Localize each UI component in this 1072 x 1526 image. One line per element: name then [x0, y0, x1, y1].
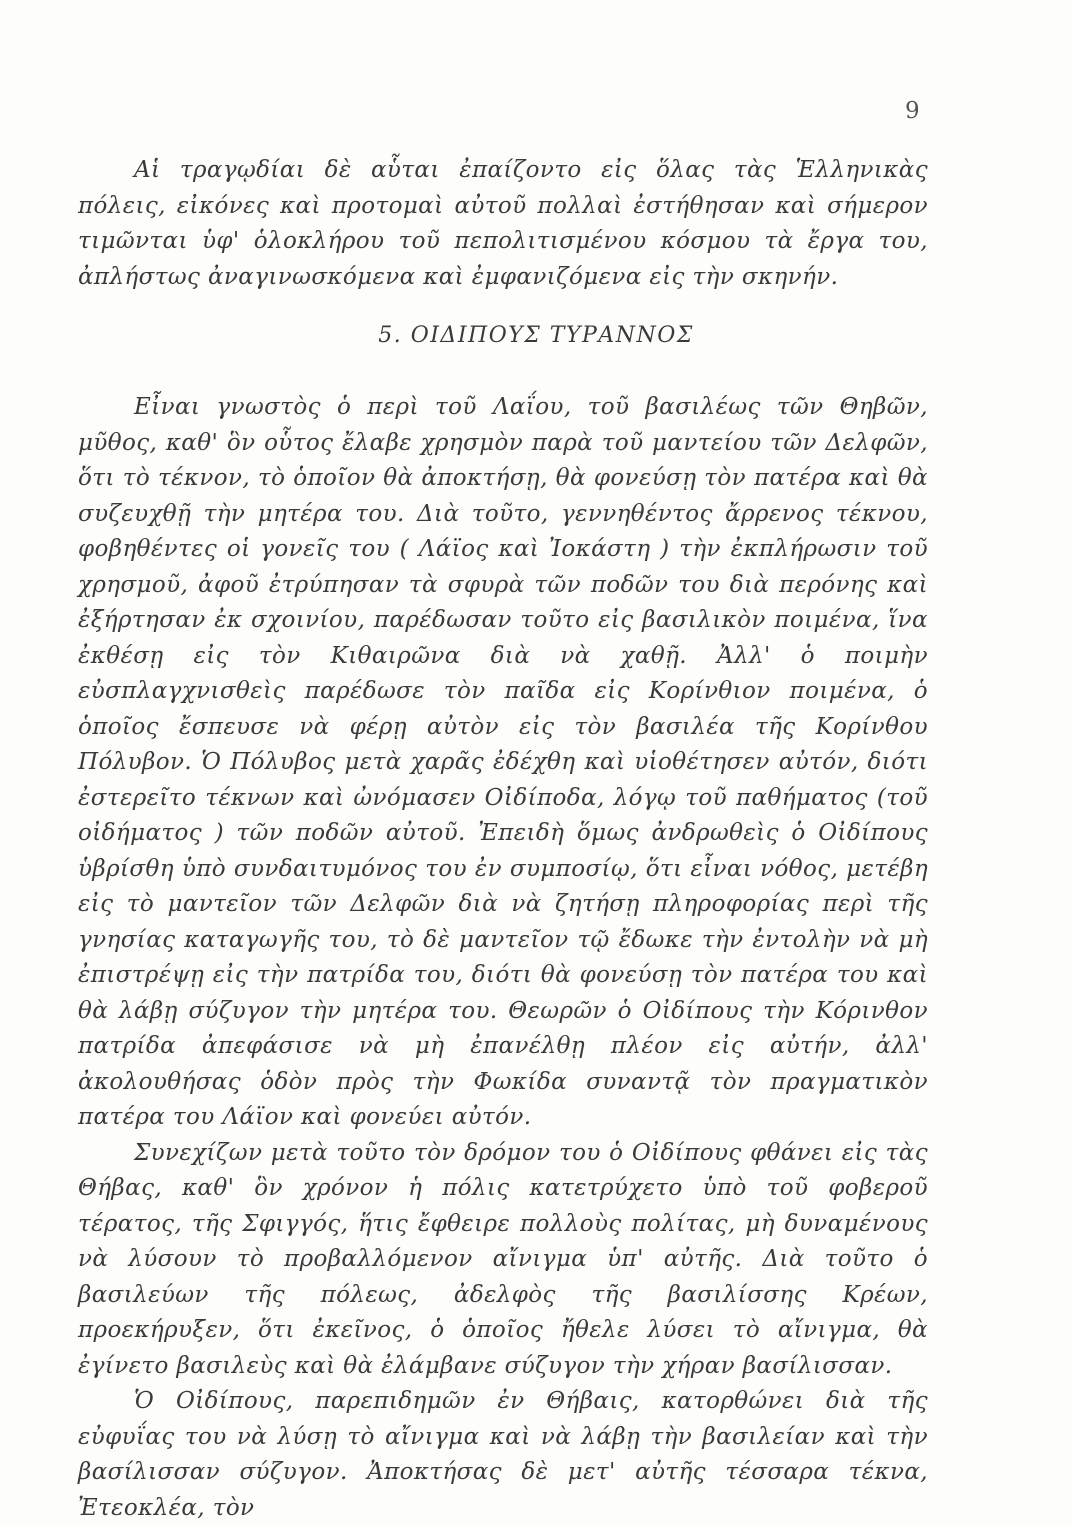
intro-text: Αἱ τραγῳδίαι δὲ αὗται ἐπαίζοντο εἰς ὅλας τὰς Ἑλληνικὰς πόλεις, εἰκόνες καὶ προτομαὶ αὐτοῦ πολλαὶ ἐστήθησαν καὶ σήμερον τιμῶνται ὑφ' ὁλοκλήρου τοῦ πεπολιτισμένου κόσμου τὰ ἔργα του, ἀπλήστως ἀναγινωσκόμενα καὶ ἐμφανιζόμενα εἰς τὴν σκηνήν.: [78, 157, 928, 290]
paragraph-3: Ὁ Οἰδίπους, παρεπιδημῶν ἐν Θήβαις, κατορθώνει διὰ τῆς εὐφυΐας του νὰ λύσῃ τὸ αἴνιγμα καὶ νὰ λάβῃ τὴν βασιλείαν καὶ τὴν βασίλισσαν σύζυγον. Ἀποκτήσας δὲ μετ' αὐτῆς τέσσαρα τέκνα, Ἐτεοκλέα, τὸν: [78, 1388, 928, 1521]
intro-paragraph: [78, 153, 928, 295]
body-text: [78, 390, 928, 1526]
section-heading: 5. ΟΙΔΙΠΟΥΣ ΤΥΡΑΝΝΟΣ: [378, 323, 694, 348]
page-number: 9: [905, 98, 920, 124]
paragraph-1: Εἶναι γνωστὸς ὁ περὶ τοῦ Λαΐου, τοῦ βασιλέως τῶν Θηβῶν, μῦθος, καθ' ὃν οὗτος ἔλαβε χρησμὸν παρὰ τοῦ μαντείου τῶν Δελφῶν, ὅτι τὸ τέκνον, τὸ ὁποῖον θὰ ἀποκτήσῃ, θὰ φονεύσῃ τὸν πατέρα καὶ θὰ συζευχθῇ τὴν μητέρα του. Διὰ τοῦτο, γεννηθέντος ἄρρενος τέκνου, φοβηθέντες οἱ γονεῖς του ( Λάϊος καὶ Ἰοκάστη ) τὴν ἐκπλήρωσιν τοῦ χρησμοῦ, ἀφοῦ ἐτρύπησαν τὰ σφυρὰ τῶν ποδῶν του διὰ περόνης καὶ ἐξήρτησαν ἐκ σχοινίου, παρέδωσαν τοῦτο εἰς βασιλικὸν ποιμένα, ἵνα ἐκθέσῃ εἰς τὸν Κιθαιρῶνα διὰ νὰ χαθῇ. Ἀλλ' ὁ ποιμὴν εὐσπλαγχνισθεὶς παρέδωσε τὸν παῖδα εἰς Κορίνθιον ποιμένα, ὁ ὁποῖος ἔσπευσε νὰ φέρῃ αὐτὸν εἰς τὸν βασιλέα τῆς Κορίνθου Πόλυβον. Ὁ Πόλυβος μετὰ χαρᾶς ἐδέχθη καὶ υἱοθέτησεν αὐτόν, διότι ἐστερεῖτο τέκνων καὶ ὠνόμασεν Οἰδίποδα, λόγῳ τοῦ παθήματος (τοῦ οἰδήματος ) τῶν ποδῶν αὐτοῦ. Ἐπειδὴ ὅμως ἀνδρωθεὶς ὁ Οἰδίπους ὑβρίσθη ὑπὸ συνδαιτυμόνος του ἐν συμποσίῳ, ὅτι εἶναι νόθος, μετέβη εἰς τὸ μαντεῖον τῶν Δελφῶν διὰ νὰ ζητήσῃ πληροφορίας περὶ τῆς γνησίας καταγωγῆς του, τὸ δὲ μαντεῖον τῷ ἔδωκε τὴν ἐντολὴν νὰ μὴ ἐπιστρέψῃ εἰς τὴν πατρίδα του, διότι θὰ φονεύσῃ τὸν πατέρα του καὶ θὰ λάβῃ σύζυγον τὴν μητέρα του. Θεωρῶν ὁ Οἰδίπους τὴν Κόρινθον πατρίδα ἀπεφάσισε νὰ μὴ ἐπανέλθῃ πλέον εἰς αὐτήν, ἀλλ' ἀκολουθήσας ὁδὸν πρὸς τὴν Φωκίδα συναντᾷ τὸν πραγματικὸν πατέρα του Λάϊον καὶ φονεύει αὐτόν.: [78, 394, 928, 1130]
paragraph-2: Συνεχίζων μετὰ τοῦτο τὸν δρόμον του ὁ Οἰδίπους φθάνει εἰς τὰς Θήβας, καθ' ὃν χρόνον ἡ πόλις κατετρύχετο ὑπὸ τοῦ φοβεροῦ τέρατος, τῆς Σφιγγός, ἥτις ἔφθειρε πολλοὺς πολίτας, μὴ δυναμένους νὰ λύσουν τὸ προβαλλόμενον αἴνιγμα ὑπ' αὐτῆς. Διὰ τοῦτο ὁ βασιλεύων τῆς πόλεως, ἀδελφὸς τῆς βασιλίσσης Κρέων, προεκήρυξεν, ὅτι ἐκεῖνος, ὁ ὁποῖος ἤθελε λύσει τὸ αἴνιγμα, θὰ ἐγίνετο βασιλεὺς καὶ θὰ ἐλάμβανε σύζυγον τὴν χήραν βασίλισσαν.: [78, 1139, 928, 1379]
